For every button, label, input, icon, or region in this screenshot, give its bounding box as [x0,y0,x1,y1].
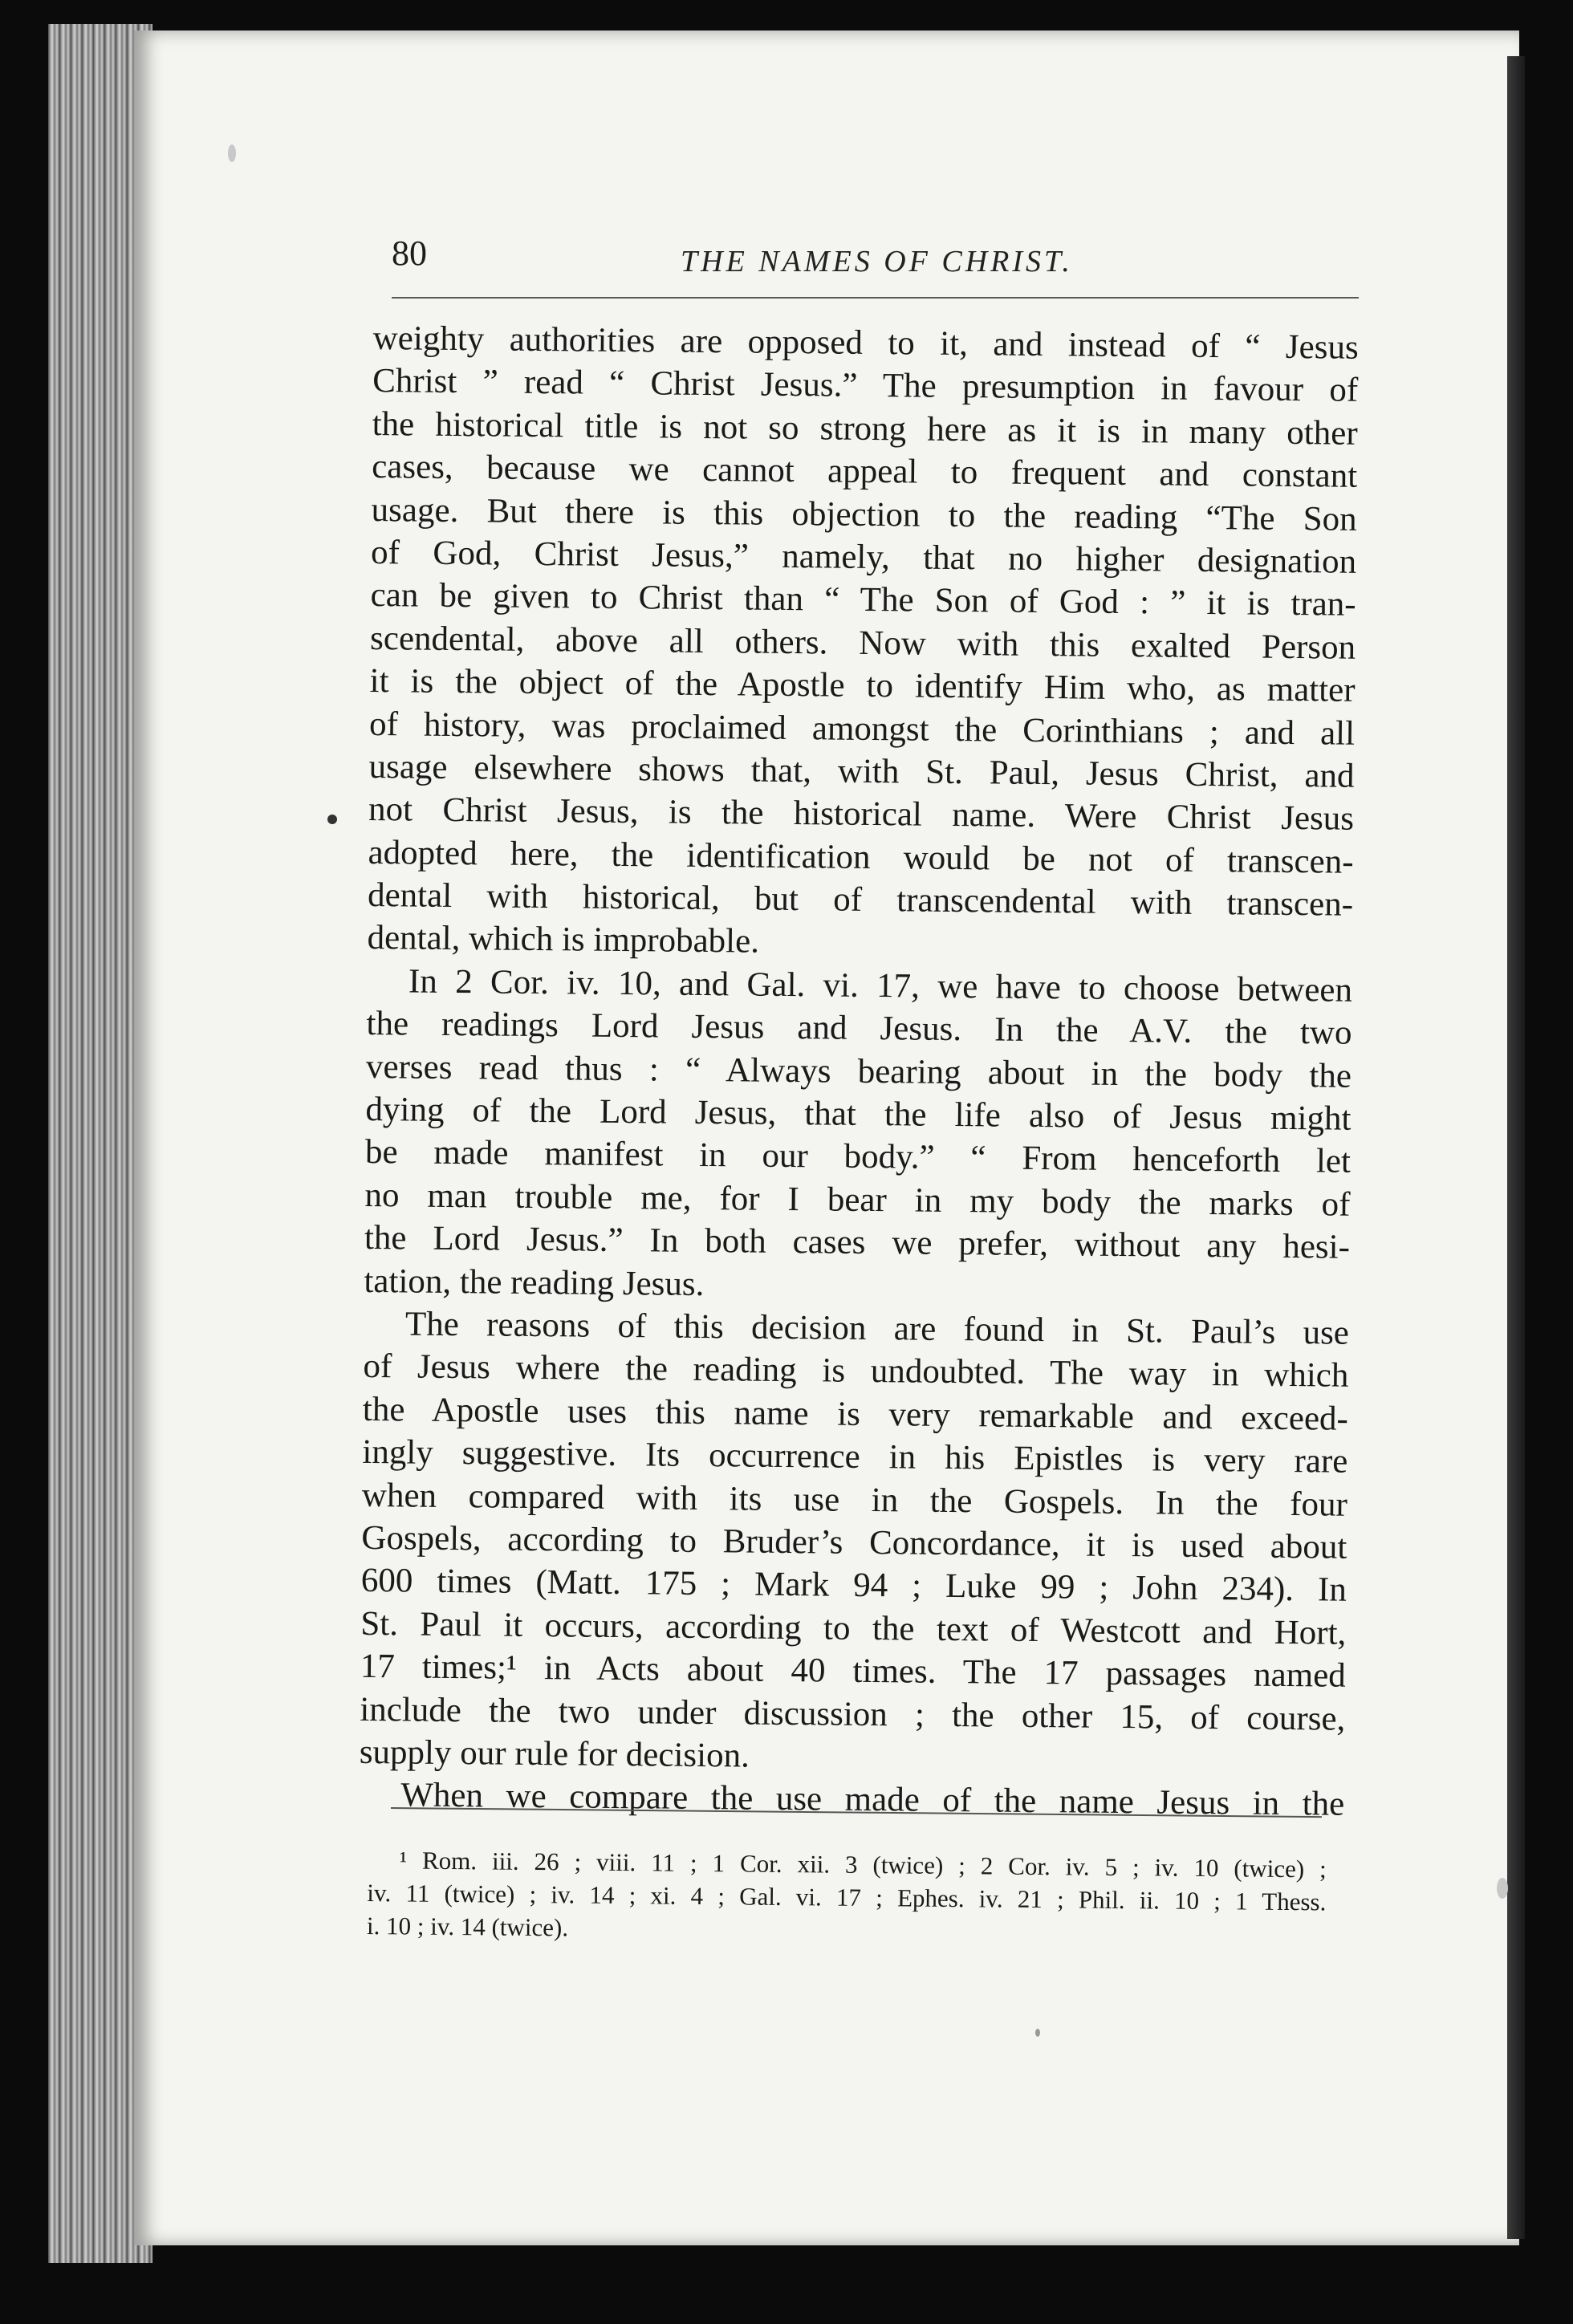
text-line: the readings Lord Jesus and Jesus. In the A.V. the two [366,1005,1352,1052]
body-text [359,317,1359,1826]
text-line: cases, because we cannot appeal to frequent and constant [371,448,1358,495]
text-line: can be given to Christ than “ The Son of God : ” it is tran- [370,576,1356,624]
text-line: adopted here, the identification would be not of transcen- [368,833,1354,881]
text-line: scendental, above all others. Now with this exalted Person [369,619,1356,667]
text-line: of God, Christ Jesus,” namely, that no higher designation [370,533,1357,581]
page-number: 80 [392,234,427,273]
text-line: the Lord Jesus.” In both cases we prefer, without any hesi- [364,1219,1351,1266]
text-line: when compared with its use in the Gospels. In the four [361,1476,1348,1524]
text-line: weighty authorities are opposed to it, and instead of “ Jesus [372,319,1359,367]
text-line: supply our rule for decision. [359,1733,750,1775]
paper-speck [1497,1878,1508,1899]
text-line: Christ ” read “ Christ Jesus.” The presumption in favour of [372,362,1359,410]
text-line: include the two under discussion ; the other 15, of course, [360,1690,1346,1738]
text-line: not Christ Jesus, is the historical name. Were Christ Jesus [368,790,1355,839]
footnote-line: ¹ Rom. iii. 26 ; viii. 11 ; 1 Cor. xii. 3 (twice) ; 2 Cor. iv. 5 ; iv. 10 (twice) ; [399,1846,1327,1883]
text-line: In 2 Cor. iv. 10, and Gal. vi. 17, we have to choose between [408,962,1353,1010]
text-line: no man trouble me, for I bear in my body the marks of [364,1176,1351,1224]
text-line: dying of the Lord Jesus, that the life also of Jesus might [365,1090,1351,1138]
paper-speck [1035,2029,1040,2037]
text-line: The reasons of this decision are found in St. Paul’s use [404,1305,1350,1352]
text-line: be made manifest in our body.” “ From henceforth let [364,1133,1351,1181]
text-line: the historical title is not so strong here as it is in many other [372,404,1358,453]
text-line: of Jesus where the reading is undoubted. The way in which [363,1347,1349,1396]
text-line: usage elsewhere shows that, with St. Paul, Jesus Christ, and [368,747,1355,795]
text-line: of history, was proclaimed amongst the Corinthians ; and all [368,705,1356,753]
text-line: 17 times;¹ in Acts about 40 times. The 17 passages named [360,1648,1347,1695]
footnote-line: iv. 11 (twice) ; iv. 14 ; xi. 4 ; Gal. vi. 17 ; Ephes. iv. 21 ; Phil. ii. 10 ; 1 Thess. [367,1878,1327,1916]
text-line: it is the object of the Apostle to identify Him who, as matter [369,662,1356,709]
text-line: dental with historical, but of transcendental with transcen- [367,876,1354,924]
text-line: the Apostle uses this name is very remarkable and exceed- [362,1390,1349,1438]
footnote-line: i. 10 ; iv. 14 (twice). [366,1911,569,1942]
text-line: St. Paul it occurs, according to the text of Westcott and Hort, [360,1604,1347,1652]
text-line: Gospels, according to Bruder’s Concordance, it is used about [361,1518,1347,1566]
text-line: When we compare the use made of the name Jesus in the [400,1776,1345,1823]
text-line: ingly suggestive. Its occurrence in his Epistles is very rare [362,1433,1348,1481]
book-right-edge [1507,56,1525,2239]
text-line: 600 times (Matt. 175 ; Mark 94 ; Luke 99 ; John 234). In [360,1562,1347,1610]
text-line: usage. But there is this objection to the reading “The Son [371,490,1357,538]
paper-speck [327,815,337,824]
text-line: verses read thus : “ Always bearing about in the body the [365,1047,1352,1095]
text-line: dental, which is improbable. [367,919,760,961]
text-line: tation, the reading Jesus. [364,1262,705,1303]
paper-speck [228,144,236,162]
running-title: THE NAMES OF CHRIST. [681,245,1073,278]
page-header [392,233,1359,299]
footnotes [367,1843,1327,1951]
